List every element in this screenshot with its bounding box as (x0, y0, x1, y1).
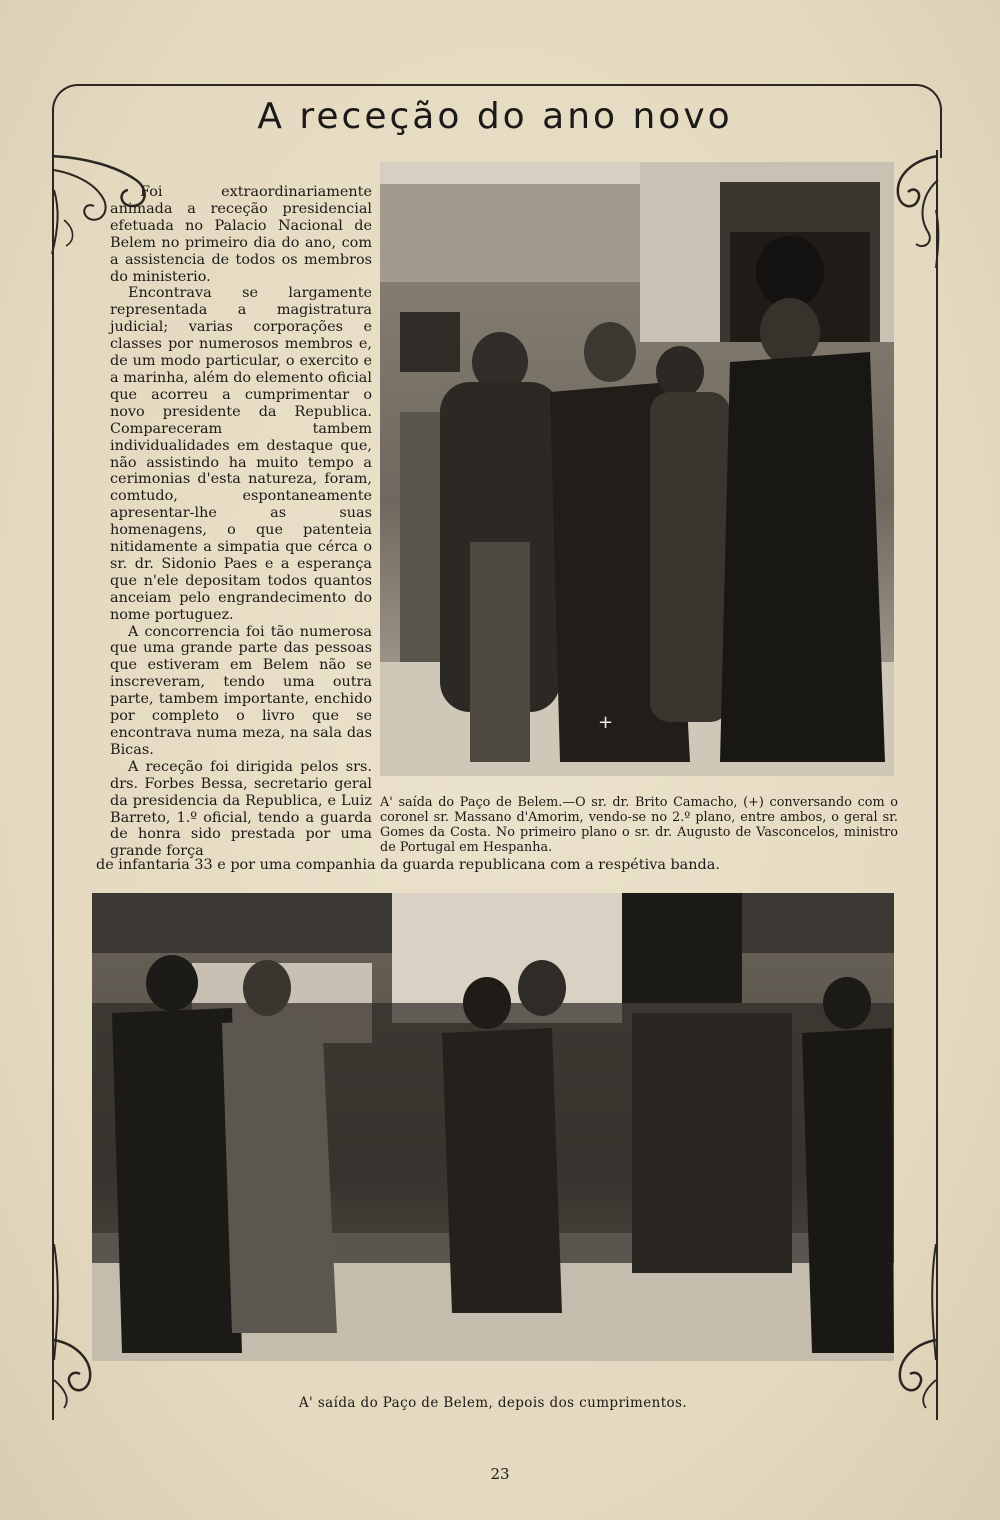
frame-left-rule (52, 150, 54, 1420)
page-number: 23 (490, 1465, 510, 1483)
article-tail-line: de infantaria 33 e por uma companhia da guarda republicana com a respétiva banda. (96, 857, 720, 873)
photo-after-greetings (92, 893, 894, 1361)
photo-marker-plus: + (598, 712, 614, 733)
photo-officials-leaving-palace (380, 162, 894, 776)
article-paragraph: A receção foi dirigida pelos srs. drs. Forbes Bessa, secretario geral da presidencia da Republica, e Luiz Barreto, 1.º oficial, tendo a guarda de honra sido prestada por uma grande força (110, 758, 372, 860)
page-title: A receção do ano novo (257, 96, 733, 137)
photo-caption-2: A' saída do Paço de Belem, depois dos cumprimentos. (298, 1395, 688, 1411)
photo-caption-1: A' saída do Paço de Belem.—O sr. dr. Brito Camacho, (+) conversando com o coronel sr. Massano d'Amorim, vendo-se no 2.º plano, entre ambos, o geral sr. Gomes da Costa. No primeiro plano o sr. dr. Augusto de Vasconcelos, ministro de Portugal em Hespanha. (380, 795, 898, 855)
article-paragraph: A concorrencia foi tão numerosa que uma grande parte das pessoas que estiveram em Belem não se inscreveram, tendo uma outra parte, tambem importante, enchido por completo o livro que se encontrava numa meza, na sala das Bicas. (110, 623, 372, 758)
frame-right-rule (936, 150, 938, 1420)
article-paragraph: Foi extraordinariamente animada a receção presidencial efetuada no Palacio Nacional de Belem no primeiro dia do ano, com a assistencia de todos os membros do ministerio. (110, 184, 372, 285)
article-body (110, 184, 372, 860)
article-paragraph: Encontrava se largamente representada a magistratura judicial; varias corporações e classes por numerosos membros e, de um modo particular, o exercito e a marinha, além do elemento oficial que acorreu a cumprimentar o novo presidente da Republica. Compareceram tambem individualidades em destaque que, não assistindo ha muito tempo a cerimonias d'esta natureza, foram, comtudo, espontaneamente apresentar-lhe as suas homenagens, o que patenteia nitidamente a simpatia que cérca o sr. dr. Sidonio Paes e a esperança que n'ele depositam todos quantos anceiam pelo engrandecimento do nome portuguez. (110, 285, 372, 623)
